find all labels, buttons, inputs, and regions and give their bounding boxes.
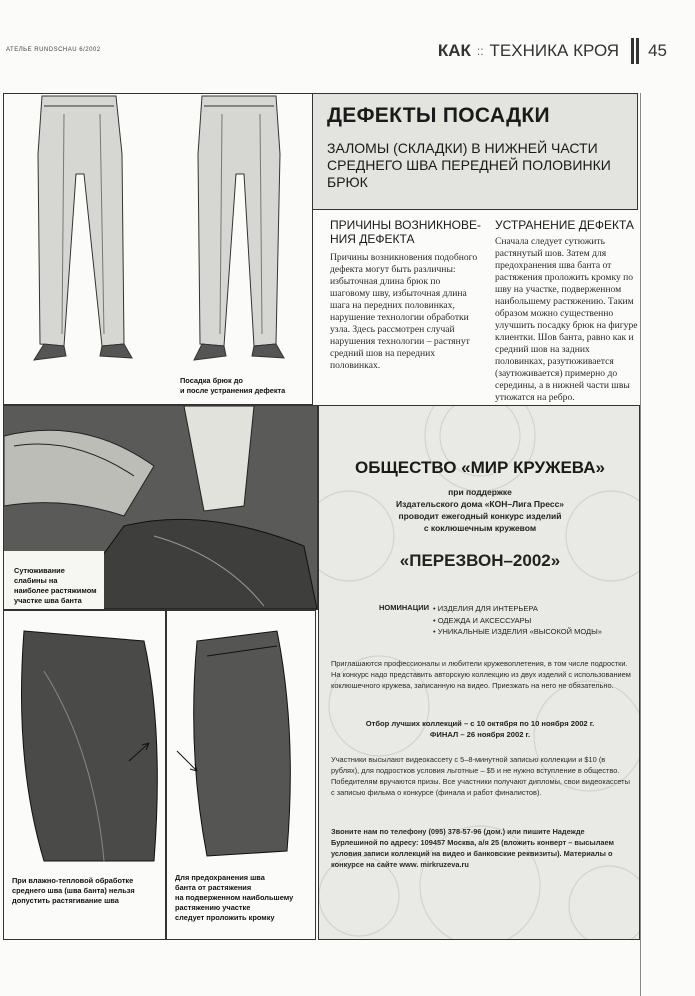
lace-support-line-1: при поддержке — [448, 487, 512, 497]
iron-caption-line-4: участке шва банта — [14, 596, 82, 605]
iron-caption-line-3: наиболее растяжимом — [14, 586, 97, 595]
final-date: ФИНАЛ – 26 ноября 2002 г. — [429, 730, 531, 739]
left-caption-line-2: среднего шва (шва банта) нельзя — [12, 886, 135, 895]
right-caption-line-2: банта от растяжения — [175, 883, 252, 892]
subtitle-line-2: СРЕДНЕГО ШВА ПЕРЕДНЕЙ ПОЛОВИНКИ — [327, 157, 611, 173]
figure-caption-line-1: Посадка брюк до — [180, 376, 243, 385]
header-divider — [631, 38, 636, 64]
fix-text: Сначала следует сутюжить растянутый шов. Затем для предохранения шва банта от растяжения проложить кромку по шву на участке, подверженном наибольшему растяжению. Таким образом можно существенно улучшить посадку брюк на фигуре клиентки. Шов банта, равно как и средний шов на задних половинках, разутюживается (заутюживается) примерно до середины, а в нижней части швы утюжатся на ребро. — [495, 236, 638, 403]
fix-heading: УСТРАНЕНИЕ ДЕФЕКТА — [495, 218, 634, 232]
contest-name: «ПЕРЕЗВОН–2002» — [399, 551, 561, 570]
ironing-figure — [3, 405, 318, 610]
nominations-label: НОМИНАЦИИ — [379, 603, 429, 612]
iron-caption-line-1: Сутюживание — [14, 566, 65, 575]
causes-heading — [330, 218, 481, 246]
nomination-item: • УНИКАЛЬНЫЕ ИЗДЕЛИЯ «ВЫСОКОЙ МОДЫ» — [433, 627, 602, 636]
tape-seam-figure — [166, 610, 316, 940]
article-title-block — [313, 93, 638, 210]
article-title: ДЕФЕКТЫ ПОСАДКИ — [327, 104, 550, 127]
left-caption-line-1: При влажно-тепловой обработке — [12, 876, 134, 885]
lace-contest-ad — [318, 405, 640, 940]
lace-support-line-4: с коклюшечным кружевом — [423, 523, 537, 533]
article-subtitle — [327, 140, 627, 191]
nominations-list — [433, 603, 602, 638]
lace-title: ОБЩЕСТВО «МИР КРУЖЕВА» — [355, 458, 605, 477]
causes-heading-line-2: НИЯ ДЕФЕКТА — [330, 232, 415, 246]
lace-support — [319, 486, 640, 534]
left-caption-line-3: допустить растягивание шва — [12, 896, 119, 905]
right-caption-line-4: растяжению участке — [175, 903, 251, 912]
page-number: 45 — [648, 41, 667, 60]
right-caption-line-1: Для предохранения шва — [175, 873, 265, 882]
lace-support-line-2: Издательского дома «КОН–Лига Пресс» — [395, 499, 565, 509]
subtitle-line-1: ЗАЛОМЫ (СКЛАДКИ) В НИЖНЕЙ ЧАСТИ — [327, 140, 598, 156]
right-edge-rule — [640, 93, 641, 996]
section-separator: :: — [476, 44, 484, 58]
contact-paragraph: Звоните нам по телефону (095) 378-57-96 (дом.) или пишите Надежде Бурлешиной по адресу: 109457 Москва, а/я 25 (вложить конверт – высылаем условия записи коллекций на видео и банковские реквизиты). Материалы о конкурсе на сайте www. mirkruzeva.ru — [331, 827, 614, 869]
section-title: ТЕХНИКА КРОЯ — [489, 41, 620, 60]
trousers-before-after-figure — [3, 93, 313, 405]
right-caption-line-3: на подверженном наибольшему — [175, 893, 294, 902]
causes-heading-line-1: ПРИЧИНЫ ВОЗНИКНОВЕ- — [330, 218, 481, 232]
nomination-item: • ИЗДЕЛИЯ ДЛЯ ИНТЕРЬЕРА — [433, 604, 538, 613]
iron-caption-line-2: слабины на — [14, 576, 58, 585]
seam-pressing-figure — [3, 610, 166, 940]
magazine-issue: АТЕЛЬЕ RUNDSCHAU 6/2002 — [6, 47, 101, 53]
trousers-illustration — [4, 94, 312, 404]
section-bold: КАК — [437, 41, 471, 60]
section-header — [438, 38, 667, 64]
right-caption-line-5: следует проложить кромку — [175, 913, 275, 922]
participants-paragraph: Участники высылают видеокассету с 5–8-минутной записью коллекции и $10 (в рублях), для подростков условия льготные – $5 и не нужно вступление в общество. Победителям вручаются призы. Все участники получают дипломы, свои видеокассеты с записью фильма о конкурсе (финала и работ финалистов). — [331, 755, 630, 797]
invite-paragraph: Приглашаются профессионалы и любители кружевоплетения, в том числе подростки. На конкурс надо представить авторскую коллекцию из двух изделий с использованием коклюшечного кружева, записанную на видео. Приезжать на него не обязательно. — [331, 659, 631, 690]
selection-dates: Отбор лучших коллекций – с 10 октября по 10 ноября 2002 г. — [365, 719, 595, 728]
subtitle-line-3: БРЮК — [327, 174, 368, 190]
figure-caption-line-2: и после устранения дефекта — [180, 386, 286, 395]
nomination-item: • ОДЕЖДА И АКСЕССУАРЫ — [433, 615, 532, 625]
causes-text: Причины возникновения подобного дефекта могут быть различны: избыточная длина брюк по шаговому шву, избыточная длина шага на передних половинках, нарушение технологии обработки узла. Здесь рассмотрен случай нарушения технологии – растянут средний шов на передних половинках. — [330, 252, 478, 371]
lace-support-line-3: проводит ежегодный конкурс изделий — [398, 511, 562, 521]
